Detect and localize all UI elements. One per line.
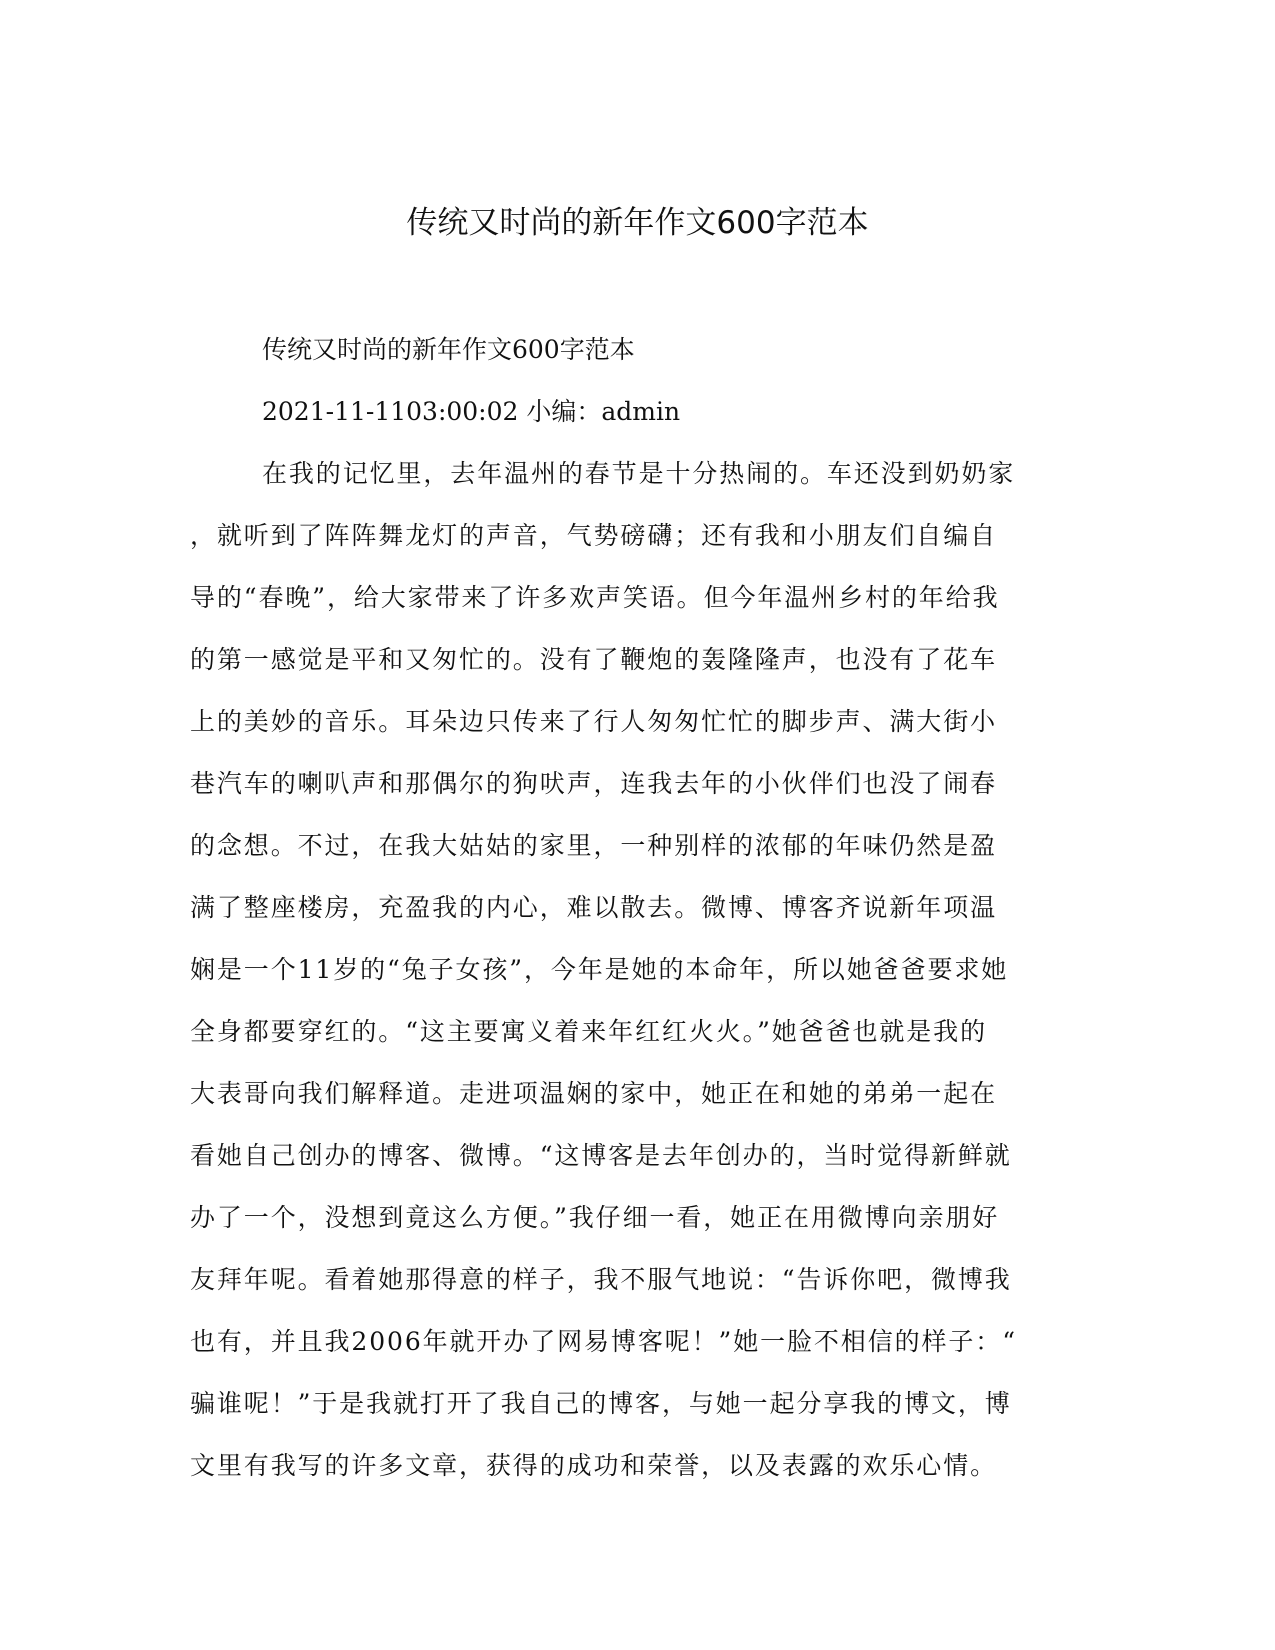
body-line: 骗谁呢！”于是我就打开了我自己的博客，与她一起分享我的博文，博	[190, 1389, 1012, 1418]
body-line: 的第一感觉是平和又匆忙的。没有了鞭炮的轰隆隆声，也没有了花车	[190, 645, 998, 674]
body-line: 上的美妙的音乐。耳朵边只传来了行人匆匆忙忙的脚步声、满大街小	[190, 707, 998, 736]
body-line: ，就听到了阵阵舞龙灯的声音，气势磅礴；还有我和小朋友们自编自	[190, 521, 998, 550]
document-meta: 2021-11-1103:00:02 小编：admin	[262, 397, 681, 426]
body-line: 文里有我写的许多文章，获得的成功和荣誉，以及表露的欢乐心情。	[190, 1451, 998, 1480]
body-line: 巷汽车的喇叭声和那偶尔的狗吠声，连我去年的小伙伴们也没了闹春	[190, 769, 998, 798]
body-line: 也有，并且我2006年就开办了网易博客呢！”她一脸不相信的样子：“	[190, 1327, 1017, 1356]
body-line: 满了整座楼房，充盈我的内心，难以散去。微博、博客齐说新年项温	[190, 893, 998, 922]
body-line: 娴是一个11岁的“兔子女孩”，今年是她的本命年，所以她爸爸要求她	[190, 955, 1009, 984]
body-line: 全身都要穿红的。“这主要寓义着来年红红火火。”她爸爸也就是我的	[190, 1017, 987, 1046]
body-line: 办了一个，没想到竟这么方便。”我仔细一看，她正在用微博向亲朋好	[190, 1203, 1000, 1232]
document-title: 传统又时尚的新年作文600字范本	[406, 205, 869, 241]
body-line: 友拜年呢。看着她那得意的样子，我不服气地说：“告诉你吧，微博我	[190, 1265, 1012, 1294]
body-line: 看她自己创办的博客、微博。“这博客是去年创办的，当时觉得新鲜就	[190, 1141, 1012, 1170]
body-line: 在我的记忆里，去年温州的春节是十分热闹的。车还没到奶奶家	[262, 459, 1016, 488]
body-line: 导的“春晚”，给大家带来了许多欢声笑语。但今年温州乡村的年给我	[190, 583, 1000, 612]
document-body	[190, 456, 1080, 1510]
body-line: 大表哥向我们解释道。走进项温娴的家中，她正在和她的弟弟一起在	[190, 1079, 998, 1108]
document-subtitle: 传统又时尚的新年作文600字范本	[262, 335, 635, 364]
body-line: 的念想。不过，在我大姑姑的家里，一种别样的浓郁的年味仍然是盈	[190, 831, 998, 860]
